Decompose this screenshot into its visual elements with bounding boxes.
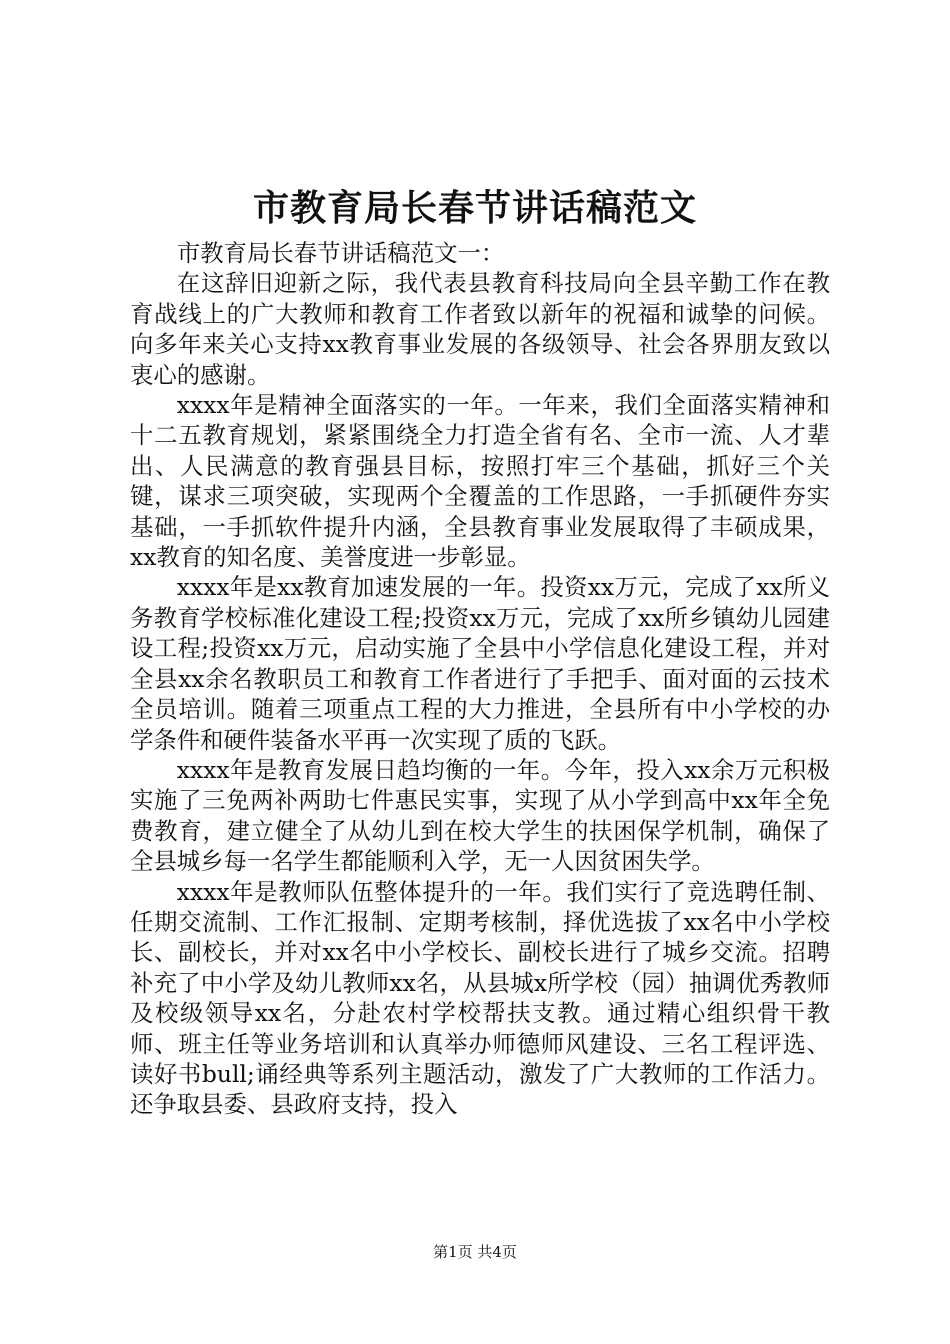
document-body bbox=[130, 238, 830, 1120]
paragraph: 在这辞旧迎新之际，我代表县教育科技局向全县辛勤工作在教育战线上的广大教师和教育工作者致以新年的祝福和诚挚的问候。向多年来关心支持xx教育事业发展的各级领导、社会各界朋友致以衷心的感谢。 bbox=[130, 269, 830, 389]
page-number-footer: 第1页 共4页 bbox=[433, 1243, 517, 1261]
paragraph: xxxx年是精神全面落实的一年。一年来，我们全面落实精神和十二五教育规划，紧紧围绕全力打造全省有名、全市一流、人才辈出、人民满意的教育强县目标，按照打牢三个基础，抓好三个关键，谋求三项突破，实现两个全覆盖的工作思路，一手抓硬件夯实基础，一手抓软件提升内涵，全县教育事业发展取得了丰硕成果，xx教育的知名度、美誉度进一步彰显。 bbox=[130, 391, 830, 572]
paragraph: xxxx年是教育发展日趋均衡的一年。今年，投入xx余万元积极实施了三免两补两助七件惠民实事，实现了从小学到高中xx年全免费教育，建立健全了从幼儿到在校大学生的扶困保学机制，确保了全县城乡每一名学生都能顺利入学，无一人因贫困失学。 bbox=[130, 755, 830, 876]
paragraph-intro: 市教育局长春节讲话稿范文一： bbox=[176, 239, 505, 267]
paragraph: xxxx年是xx教育加速发展的一年。投资xx万元，完成了xx所义务教育学校标准化建设工程;投资xx万元，完成了xx所乡镇幼儿园建设工程;投资xx万元，启动实施了全县中小学信息化建设工程，并对全县xx余名教职员工和教育工作者进行了手把手、面对面的云技术全员培训。随着三项重点工程的大力推进，全县所有中小学校的办学条件和硬件装备水平再一次实现了质的飞跃。 bbox=[130, 573, 830, 754]
document-title: 市教育局长春节讲话稿范文 bbox=[252, 187, 697, 229]
paragraph: xxxx年是教师队伍整体提升的一年。我们实行了竞选聘任制、任期交流制、工作汇报制、定期考核制，择优选拔了xx名中小学校长、副校长，并对xx名中小学校长、副校长进行了城乡交流。招聘补充了中小学及幼儿教师xx名，从县城x所学校（园）抽调优秀教师及校级领导xx名，分赴农村学校帮扶支教。通过精心组织骨干教师、班主任等业务培训和认真举办师德师风建设、三名工程评选、读好书bull;诵经典等系列主题活动，激发了广大教师的工作活力。还争取县委、县政府支持，投入 bbox=[130, 877, 830, 1119]
